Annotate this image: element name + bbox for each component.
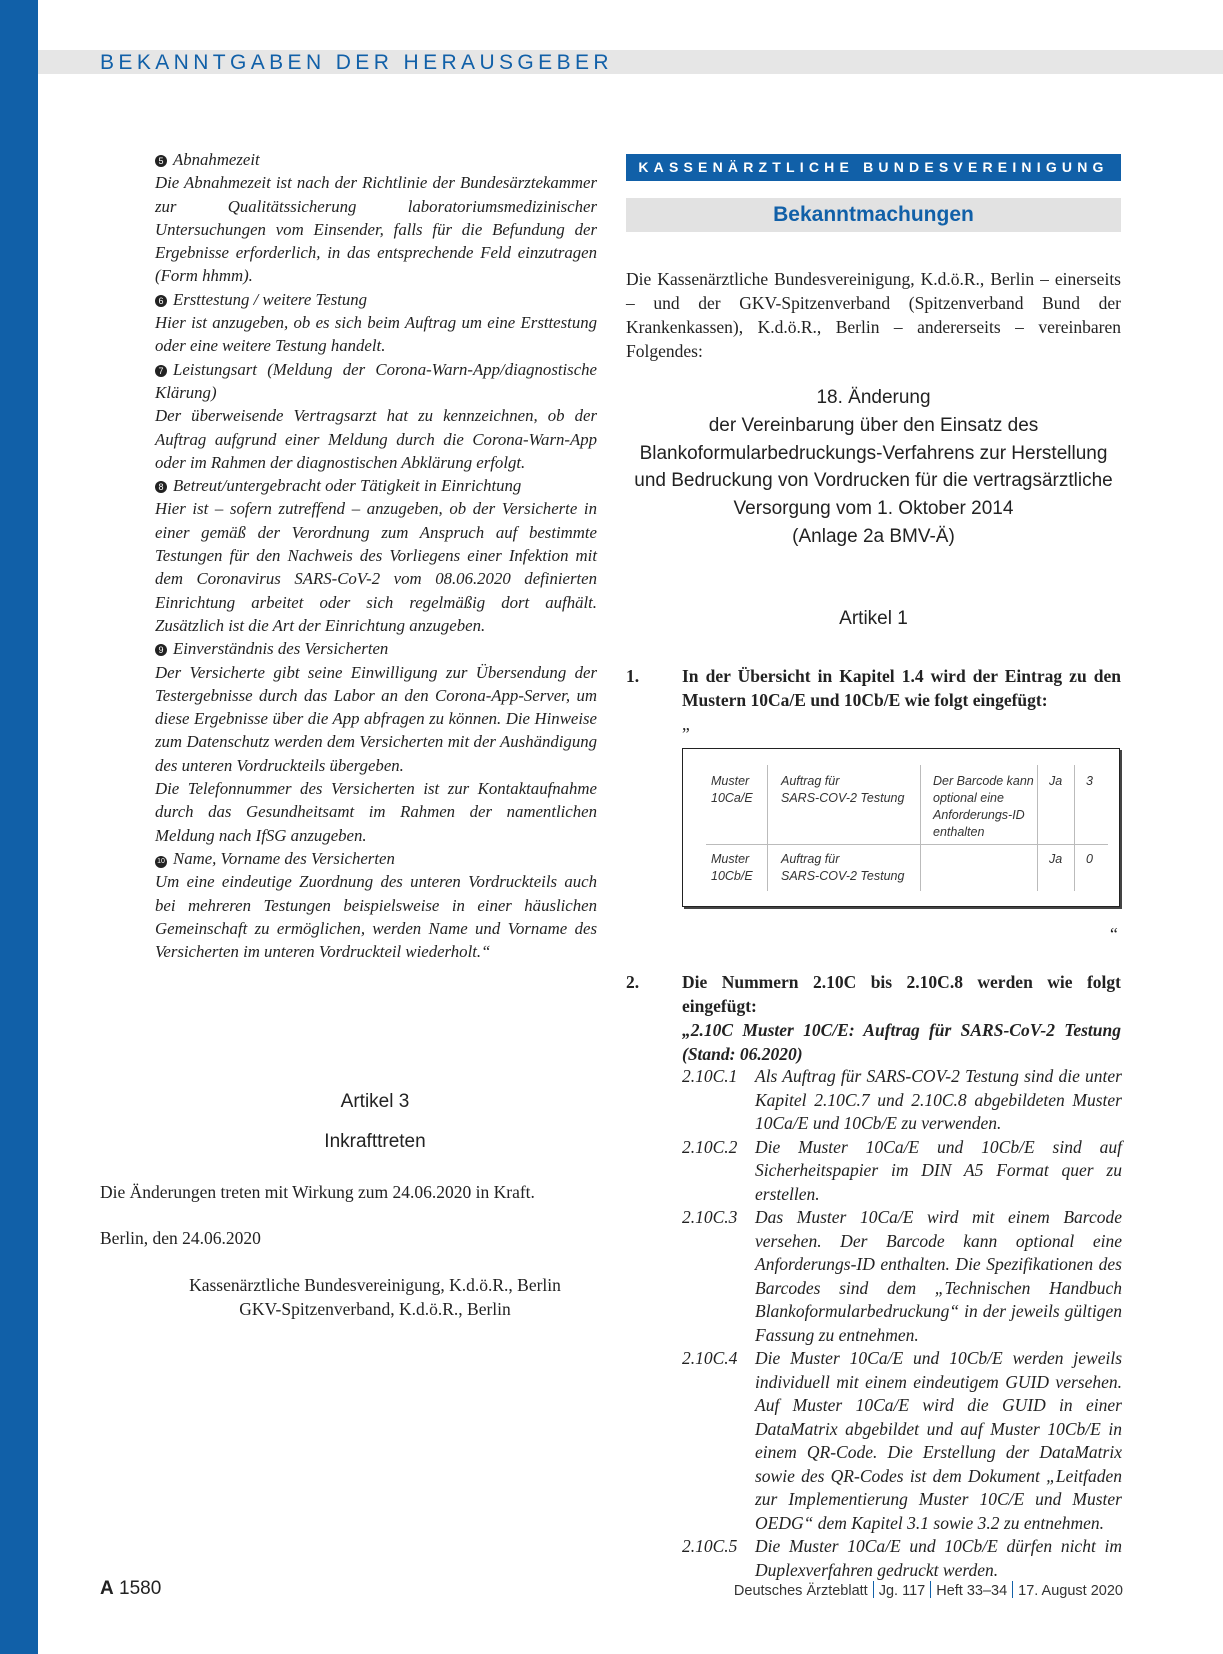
title-line: Versorgung vom 1. Oktober 2014 bbox=[733, 498, 1014, 520]
title-line: (Anlage 2a BMV-Ä) bbox=[792, 525, 955, 547]
subitem-text: Als Auftrag für SARS-COV-2 Testung sind die unter Kapitel 2.10C.7 und 2.10C.8 abgebildeten Muster 10Ca/E und 10Cb/E zu verwenden. bbox=[755, 1066, 1122, 1133]
agreement-title bbox=[626, 384, 1121, 551]
item-paragraph: Hier ist – sofern zutreffend – anzugeben, ob der Versicherte in einer gemäß der Verordnung zum Anspruch auf bestimmte Testungen für den Nachweis des Vorliegens einer Infektion mit dem Coronavirus SARS-CoV-2 vom 08.06.2020 definierten Einrichtung arbeitet oder sich regelmäßig dort aufhält. Zusätzlich ist die Art der Einrichtung anzugeben. bbox=[155, 499, 597, 635]
item-paragraph: Der überweisende Vertragsarzt hat zu kennzeichnen, ob der Auftrag aufgrund einer Meldung durch die Corona-Warn-App oder im Rahmen der diagnostischen Abklärung erfolgt. bbox=[155, 406, 597, 472]
subitem-number: 2.10C.5 bbox=[682, 1536, 738, 1556]
title-line: Blankoformularbedruckungs-Verfahrens zur Herstellung bbox=[639, 442, 1108, 464]
table-cell-ja: Ja bbox=[1049, 852, 1063, 866]
signatory-kbv: Kassenärztliche Bundesvereinigung, K.d.ö.R., Berlin bbox=[189, 1275, 561, 1295]
item-heading: Ersttestung / weitere Testung bbox=[173, 289, 368, 309]
page-number bbox=[100, 1578, 161, 1600]
table-cell-number: 3 bbox=[1086, 774, 1093, 788]
list-item bbox=[682, 1065, 1122, 1136]
number-6-icon: 6 bbox=[155, 295, 167, 307]
number-8-icon: 8 bbox=[155, 481, 167, 493]
table-divider bbox=[767, 765, 768, 891]
table-cell-auftrag: Auftrag für SARS-COV-2 Testung bbox=[781, 852, 905, 883]
title-line: 18. Änderung bbox=[816, 387, 931, 408]
item-subheading: „2.10C Muster 10C/E: Auftrag für SARS-CoV-2 Testung (Stand: 06.2020) bbox=[682, 1020, 1121, 1064]
journal-volume: Jg. 117 bbox=[878, 1583, 926, 1599]
subitem-list bbox=[682, 1065, 1122, 1582]
list-item bbox=[682, 1206, 1122, 1347]
item-heading: Einverständnis des Versicherten bbox=[173, 639, 389, 659]
artikel-3-heading: Artikel 3 bbox=[340, 1091, 410, 1112]
artikel-1-heading: Artikel 1 bbox=[839, 608, 908, 629]
subitem-text: Die Muster 10Ca/E und 10Cb/E dürfen nicht im Duplexverfahren gedruckt werden. bbox=[755, 1536, 1122, 1580]
inkrafttreten-heading: Inkrafttreten bbox=[324, 1131, 426, 1152]
title-line: und Bedruckung von Vordrucken für die vertragsärztliche bbox=[634, 470, 1113, 492]
numbered-item-1 bbox=[626, 664, 1121, 736]
numbered-item-2 bbox=[626, 970, 1121, 1066]
table-divider bbox=[1037, 765, 1038, 891]
left-item-6 bbox=[155, 288, 597, 358]
quote-close: “ bbox=[1110, 924, 1118, 944]
item-number: 2. bbox=[626, 972, 640, 992]
bekanntmachungen-header: Bekanntmachungen bbox=[626, 198, 1121, 232]
item-paragraph: Hier ist anzugeben, ob es sich beim Auftrag um eine Ersttestung oder eine weitere Testung handelt. bbox=[155, 313, 597, 356]
quote-open: „ bbox=[682, 714, 690, 734]
effective-date-text: Die Änderungen treten mit Wirkung zum 24.06.2020 in Kraft. bbox=[100, 1182, 535, 1202]
table-cell-muster: Muster 10Cb/E bbox=[711, 852, 753, 883]
muster-table bbox=[682, 748, 1120, 907]
left-color-bar bbox=[0, 0, 38, 1654]
subitem-number: 2.10C.4 bbox=[682, 1348, 738, 1368]
table-divider bbox=[920, 765, 921, 891]
journal-footer bbox=[734, 1581, 1123, 1599]
kbv-header-bar: KASSENÄRZTLICHE BUNDESVEREINIGUNG bbox=[626, 154, 1121, 181]
number-9-icon: 9 bbox=[155, 644, 167, 656]
subitem-number: 2.10C.2 bbox=[682, 1136, 738, 1157]
table-cell-muster: Muster 10Ca/E bbox=[711, 774, 753, 805]
left-item-5 bbox=[155, 148, 597, 288]
item-text: Die Nummern 2.10C bis 2.10C.8 werden wie folgt eingefügt: bbox=[682, 972, 1121, 1016]
subitem-text: Die Muster 10Ca/E und 10Cb/E werden jeweils individuell mit einem eindeutigem GUID versehen. Auf Muster 10Ca/E wird die GUID in einer DataMatrix abgebildet und auf Muster 10Cb/E in einem QR-Code. Die Erstellung der DataMatrix sowie des QR-Codes ist dem Dokument „Leitfaden zur Implementierung Muster 10C/E und Muster OEDG“ dem Kapitel 3.1 sowie 3.2 zu entnehmen. bbox=[755, 1348, 1122, 1533]
table-row-divider bbox=[706, 844, 1108, 845]
page-letter: A bbox=[100, 1578, 114, 1599]
number-7-icon: 7 bbox=[155, 365, 167, 377]
journal-date: 17. August 2020 bbox=[1018, 1583, 1123, 1599]
journal-issue: Heft 33–34 bbox=[936, 1583, 1008, 1599]
item-heading: Abnahmezeit bbox=[173, 150, 260, 169]
page-num: 1580 bbox=[119, 1578, 162, 1599]
table-cell-number: 0 bbox=[1086, 852, 1093, 866]
left-item-10 bbox=[155, 847, 597, 963]
table-divider bbox=[1074, 765, 1075, 891]
left-item-7 bbox=[155, 358, 597, 474]
left-item-8 bbox=[155, 474, 597, 637]
item-heading: Name, Vorname des Versicherten bbox=[173, 848, 395, 868]
section-header-band bbox=[38, 50, 1223, 74]
list-item bbox=[682, 1347, 1122, 1535]
subitem-number: 2.10C.3 bbox=[682, 1207, 738, 1227]
table-cell-ja: Ja bbox=[1049, 774, 1063, 788]
subitem-number: 2.10C.1 bbox=[682, 1066, 738, 1086]
title-line: der Vereinbarung über den Einsatz des bbox=[708, 414, 1039, 436]
intro-paragraph: Die Kassenärztliche Bundesvereinigung, K.d.ö.R., Berlin – einerseits – und der GKV-Spitzenverband (Spitzenverband Bund der Krankenkassen), K.d.ö.R., Berlin – andererseits – vereinbaren Folgendes: bbox=[626, 269, 1121, 361]
journal-name: Deutsches Ärzteblatt bbox=[733, 1583, 868, 1599]
table-cell-barcode: Der Barcode kann optional eine Anforderungs-ID enthalten bbox=[933, 774, 1034, 839]
item-number: 1. bbox=[626, 666, 640, 686]
item-heading: Leistungsart (Meldung der Corona-Warn-App/diagnostische Klärung) bbox=[155, 359, 597, 402]
subitem-text: Die Muster 10Ca/E und 10Cb/E sind auf Sicherheitspapier im DIN A5 Format quer zu erstellen. bbox=[755, 1136, 1122, 1204]
place-date-text: Berlin, den 24.06.2020 bbox=[100, 1228, 261, 1248]
left-item-9 bbox=[155, 637, 597, 847]
signatory-gkv: GKV-Spitzenverband, K.d.ö.R., Berlin bbox=[239, 1299, 511, 1319]
subitem-text: Das Muster 10Ca/E wird mit einem Barcode versehen. Der Barcode kann optional eine Anforderungs-ID enthalten. Die Spezifikationen des Barcodes sind dem „Technischen Handbuch Blankoformularbedruckung“ in der jeweils gültigen Fassung zu entnehmen. bbox=[755, 1207, 1122, 1345]
item-paragraph: Die Abnahmezeit ist nach der Richtlinie der Bundesärztekammer zur Qualitätssicherung laboratoriumsmedizinischer Untersuchungen vom Einsender, falls für die Befundung der Ergebnisse erforderlich, in das entsprechende Feld einzutragen (Form hhmm). bbox=[155, 173, 597, 286]
item-heading: Betreut/untergebracht oder Tätigkeit in Einrichtung bbox=[173, 476, 522, 496]
table-cell-auftrag: Auftrag für SARS-COV-2 Testung bbox=[781, 774, 905, 805]
item-paragraph: Um eine eindeutige Zuordnung des unteren Vordruckteils auch bei mehreren Testungen beispielsweise in einer häuslichen Gemeinschaft zu ermöglichen, werden Name und Vorname des Versicherten im unteren Vordruckteil wiederholt.“ bbox=[155, 872, 597, 962]
list-item bbox=[682, 1136, 1122, 1207]
number-10-icon: 10 bbox=[155, 856, 167, 868]
item-text: In der Übersicht in Kapitel 1.4 wird der Eintrag zu den Mustern 10Ca/E und 10Cb/E wie folgt eingefügt: bbox=[682, 666, 1121, 710]
left-column bbox=[155, 148, 597, 963]
list-item bbox=[682, 1535, 1122, 1582]
item-paragraph: Der Versicherte gibt seine Einwilligung zur Übersendung der Testergebnisse durch das Labor an den Corona-App-Server, um diese Ergebnisse über die App abfragen zu können. Die Hinweise zum Datenschutz werden dem Versicherten mit der Aushändigung des unteren Vordruckteils übergeben. bbox=[155, 662, 597, 775]
item-paragraph: Die Telefonnummer des Versicherten ist zur Kontaktaufnahme durch das Gesundheitsamt im Rahmen der namentlichen Meldung nach IfSG anzugeben. bbox=[155, 779, 597, 845]
number-5-icon: 5 bbox=[155, 155, 167, 167]
section-header-title: BEKANNTGABEN DER HERAUSGEBER bbox=[100, 51, 613, 74]
